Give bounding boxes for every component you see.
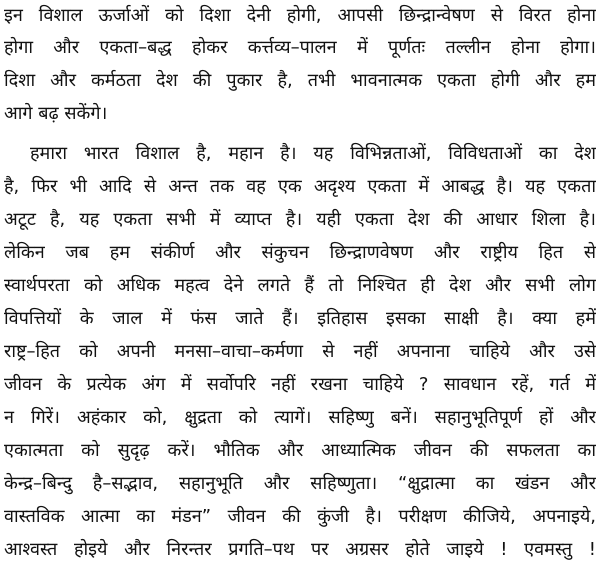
paragraph-2-line-5: स्वार्थपरता को अधिक महत्व देने लगते हैं तो निश्चित ही देश और सभी लोग	[4, 275, 596, 296]
paragraph-2-line-1: हमारा भारत विशाल है, महान है। यह विभिन्नताओं, विविधताओं का देश	[30, 143, 596, 164]
paragraph-2-line-7: राष्ट्र–हित को अपनी मनसा–वाचा–कर्मणा से नहीं अपनाना चाहिये और उसे	[4, 341, 596, 362]
paragraph-2-line-9: न गिरें। अहंकार को, क्षुद्रता को त्यागें। सहिष्णु बनें। सहानुभूतिपूर्ण हों और	[4, 407, 596, 428]
paragraph-2-line-6: विपत्तियों के जाल में फंस जाते हैं। इतिहास इसका साक्षी है। क्या हमें	[4, 308, 596, 329]
paragraph-2-line-8: जीवन के प्रत्येक अंग में सर्वोपरि नहीं रखना चाहिये ? सावधान रहें, गर्त में	[4, 374, 596, 395]
paragraph-1-line-3: दिशा और कर्मठता देश की पुकार है, तभी भावनात्मक एकता होगी और हम	[4, 70, 596, 91]
paragraph-2-line-12: वास्तविक आत्मा का मंडन” जीवन की कुंजी है। परीक्षण कीजिये, अपनाइये,	[4, 506, 596, 527]
paragraph-2-line-2: है, फिर भी आदि से अन्त तक वह एक अदृश्य एकता में आबद्ध है। यह एकता	[4, 176, 596, 197]
paragraph-2-line-10: एकात्मता को सुदृढ़ करें। भौतिक और आध्यात्मिक जीवन की सफलता का	[4, 440, 596, 461]
paragraph-2-line-11: केन्द्र–बिन्दु है–सद्भाव, सहानुभूति और सहिष्णुता। “क्षुद्रात्मा का खंडन और	[4, 473, 596, 494]
paragraph-1-line-4: आगे बढ़ सकेंगे।	[4, 103, 108, 124]
paragraph-1-line-2: होगा और एकता–बद्ध होकर कर्त्तव्य–पालन में पूर्णतः तल्लीन होना होगा।	[4, 37, 596, 58]
paragraph-2-line-3: अटूट है, यह एकता सभी में व्याप्त है। यही एकता देश की आधार शिला है।	[4, 209, 596, 230]
paragraph-2-line-13: आश्वस्त होइये और निरन्तर प्रगति–पथ पर अग्रसर होते जाइये ! एवमस्तु !	[4, 539, 596, 560]
paragraph-1-line-1: इन विशाल ऊर्जाओं को दिशा देनी होगी, आपसी छिन्द्रान्वेषण से विरत होना	[4, 5, 596, 26]
paragraph-2-line-4: लेकिन जब हम संकीर्ण और संकुचन छिन्द्राणवेषण और राष्ट्रीय हित से	[4, 242, 596, 263]
